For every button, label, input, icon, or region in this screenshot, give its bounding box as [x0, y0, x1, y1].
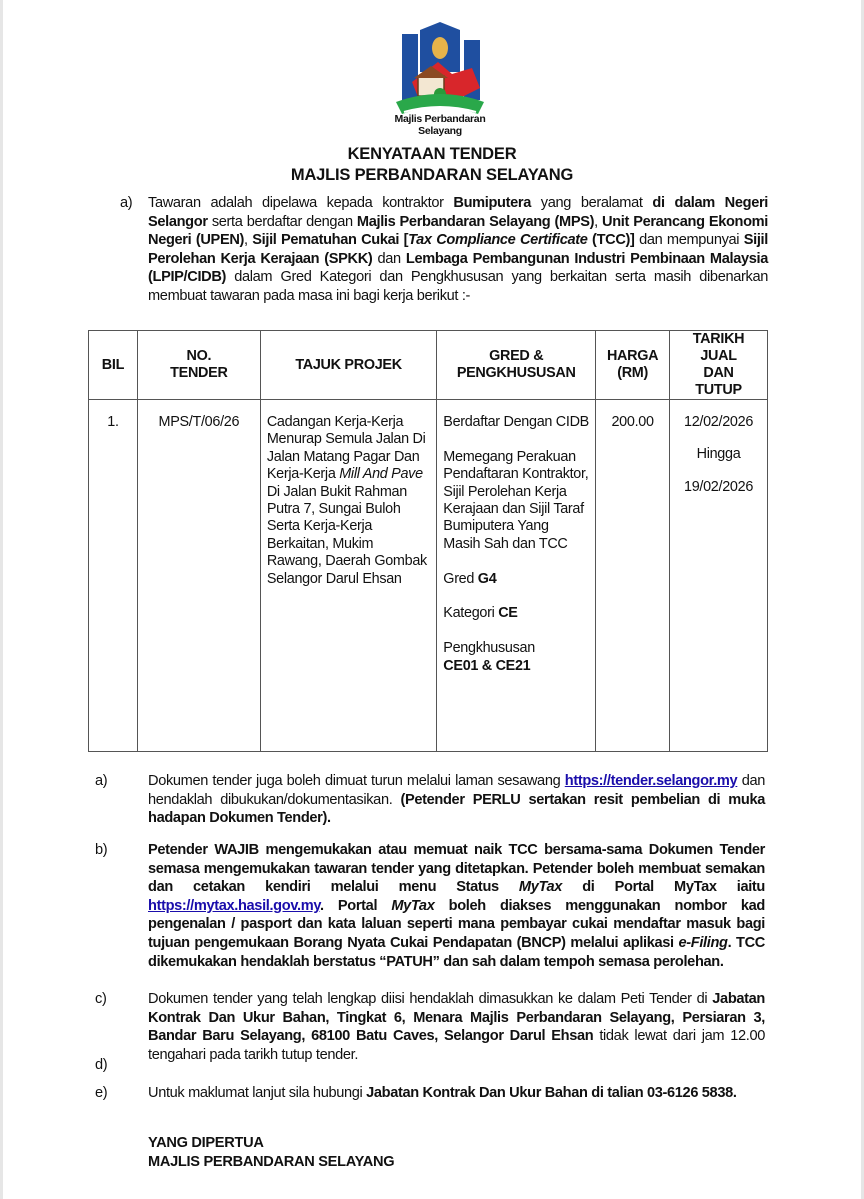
note-e-label: e) [95, 1085, 108, 1101]
logo-caption: Majlis Perbandaran Selayang [394, 113, 486, 137]
text-run: di Portal MyTax iaitu [562, 879, 765, 896]
tarikh-jual: 12/02/2026 [684, 414, 754, 430]
text-run: boleh diakses menggunakan nombor kad pengenalan / pasport dan kata laluan seperti mana pembayar cukai mendaftar masuk bagi tujuan pengemukaan Borang Nyata Cukai Pendapatan (BNCP) melalui aplikasi [148, 897, 765, 951]
note-c [148, 990, 765, 1064]
header-tarikh: TARIKH JUAL DAN TUTUP [670, 331, 768, 400]
text-run: Gred [443, 570, 478, 587]
gred-requirements [443, 449, 589, 553]
text-run: . TCC dikemukakan hendaklah berstatus “PATUH” dan sah dalam tempoh semasa perolehan. [148, 934, 765, 970]
text-run: . Portal [320, 897, 392, 914]
text-run: Berdaftar Dengan CIDB [443, 414, 589, 430]
text-run: Bumiputera [453, 195, 531, 211]
header-gred: GRED & PENGKHUSUSAN [437, 331, 596, 400]
cell-tarikh [670, 400, 768, 752]
specialisation-codes: CE01 & CE21 [443, 657, 531, 674]
text-run: di dalam Negeri Selangor [148, 195, 769, 230]
text-run: (TCC)] [587, 232, 635, 249]
text-run: CE [498, 605, 518, 622]
text-run: G4 [477, 570, 497, 587]
text-run: MyTax [518, 879, 563, 896]
cell-bil: 1. [89, 400, 138, 752]
text-run: MyTax [391, 897, 435, 914]
text-run: Petender WAJIB mengemukakan atau memuat naik TCC bersama-sama Dokumen Tender semasa mengemukakan tawaran tender yang ditetapkan. Petender boleh membuat semakan dan cetakan kendiri melalui menu Status [148, 842, 765, 896]
cell-harga: 200.00 [596, 400, 670, 752]
text-run: dalam Gred Kategori dan Pengkhususan yang berkaitan serta masih dibenarkan membuat tawaran pada masa ini bagi kerja berikut :- [148, 269, 768, 304]
note-c-label: c) [95, 991, 107, 1007]
note-a-label: a) [95, 773, 108, 789]
note-b [148, 841, 765, 971]
text-run: Dokumen tender yang telah lengkap diisi hendaklah dimasukkan ke dalam Peti Tender di [148, 991, 713, 1007]
text-run: Tawaran adalah dipelawa kepada kontraktor [148, 195, 454, 211]
header-tajuk: TAJUK PROJEK [260, 331, 436, 400]
intro-paragraph [148, 194, 768, 306]
signatory-org: MAJLIS PERBANDARAN SELAYANG [148, 1154, 395, 1170]
text-run: serta berdaftar dengan [207, 213, 357, 230]
signatory-title: YANG DIPERTUA [148, 1135, 264, 1151]
text-run: Dokumen tender juga boleh dimuat turun melalui laman sesawang [148, 773, 565, 789]
note-e [148, 1084, 765, 1103]
table-header-row [89, 331, 768, 400]
specialisation-label [443, 640, 589, 657]
cell-gred [437, 400, 596, 752]
text-run: Cadangan Kerja-Kerja Menurap Semula Jalan Di Jalan Matang Pagar Dan Kerja-Kerja [266, 414, 426, 483]
text-run: Untuk maklumat lanjut sila hubungi [148, 1085, 367, 1101]
text-run: Jabatan Kontrak Dan Ukur Bahan di talian 03-6126 5838. [366, 1085, 737, 1101]
header-bil: BIL [89, 331, 138, 400]
gred-grade [443, 571, 589, 588]
gred-specialisation [443, 640, 589, 675]
text-run: Sijil Pematuhan Cukai [ [252, 232, 409, 249]
gred-cidb [443, 414, 589, 431]
intro-label: a) [120, 195, 133, 211]
text-run: e-Filing [678, 934, 728, 951]
header-harga: HARGA (RM) [596, 331, 670, 400]
tender-table [88, 330, 768, 752]
note-b-label: b) [95, 842, 108, 858]
text-run: Memegang Perakuan Pendaftaran Kontraktor, Sijil Perolehan Kerja Kerajaan dan Sijil Taraf Bumiputera Yang Masih Sah dan TCC [443, 448, 589, 552]
text-run: tidak lewat dari jam 12.00 tengahari pada tarikh tutup tender. [148, 1028, 765, 1063]
text-run: dan mempunyai [634, 232, 744, 249]
council-title: MAJLIS PERBANDARAN SELAYANG [290, 166, 574, 184]
link[interactable]: https://tender.selangor.my [564, 773, 738, 789]
text-run: dan [372, 250, 406, 267]
cell-tajuk [260, 400, 436, 752]
text-run: Majlis Perbandaran Selayang (MPS) [356, 213, 595, 230]
tarikh-tutup: 19/02/2026 [684, 478, 754, 495]
text-run: Jabatan Kontrak Dan Ukur Bahan, Tingkat 6, Menara Majlis Perbandaran Selayang, Persiaran 3, Bandar Baru Selayang, 68100 Batu Caves, Selangor Darul Ehsan [148, 991, 765, 1045]
note-a [148, 772, 765, 828]
text-run: yang beralamat [531, 195, 653, 211]
table-row [89, 400, 768, 752]
cell-no-tender: MPS/T/06/26 [137, 400, 260, 752]
text-run: , [244, 232, 253, 249]
text-run: Lembaga Pembangunan Industri Pembinaan Malaysia (LPIP/CIDB) [148, 250, 768, 286]
text-run: Kategori [443, 605, 499, 622]
gred-category [443, 605, 589, 622]
text-run: Sijil Perolehan Kerja Kerajaan (SPKK) [148, 232, 768, 267]
text-run: Tax Compliance Certificate [408, 232, 588, 249]
notice-title: KENYATAAN TENDER [347, 145, 517, 163]
text-run: Pengkhususan [443, 640, 535, 657]
header-no-tender: NO. TENDER [137, 331, 260, 400]
link[interactable]: https://mytax.hasil.gov.my [148, 897, 321, 914]
text-run: (Petender PERLU sertakan resit pembelian di muka hadapan Dokumen Tender). [148, 791, 765, 827]
tarikh-hingga: Hingga [696, 446, 741, 463]
text-run: Mill And Pave [339, 466, 423, 483]
text-run: , [594, 213, 603, 230]
text-run: Di Jalan Bukit Rahman Putra 7, Sungai Buloh Serta Kerja-Kerja Berkaitan, Mukim Rawang, Daerah Gombak Selangor Darul Ehsan [266, 483, 427, 587]
text-run: dan hendaklah dibukukan/dokumentasikan. [148, 773, 765, 808]
note-d-label: d) [95, 1057, 108, 1073]
text-run: Unit Perancang Ekonomi Negeri (UPEN) [148, 213, 769, 249]
